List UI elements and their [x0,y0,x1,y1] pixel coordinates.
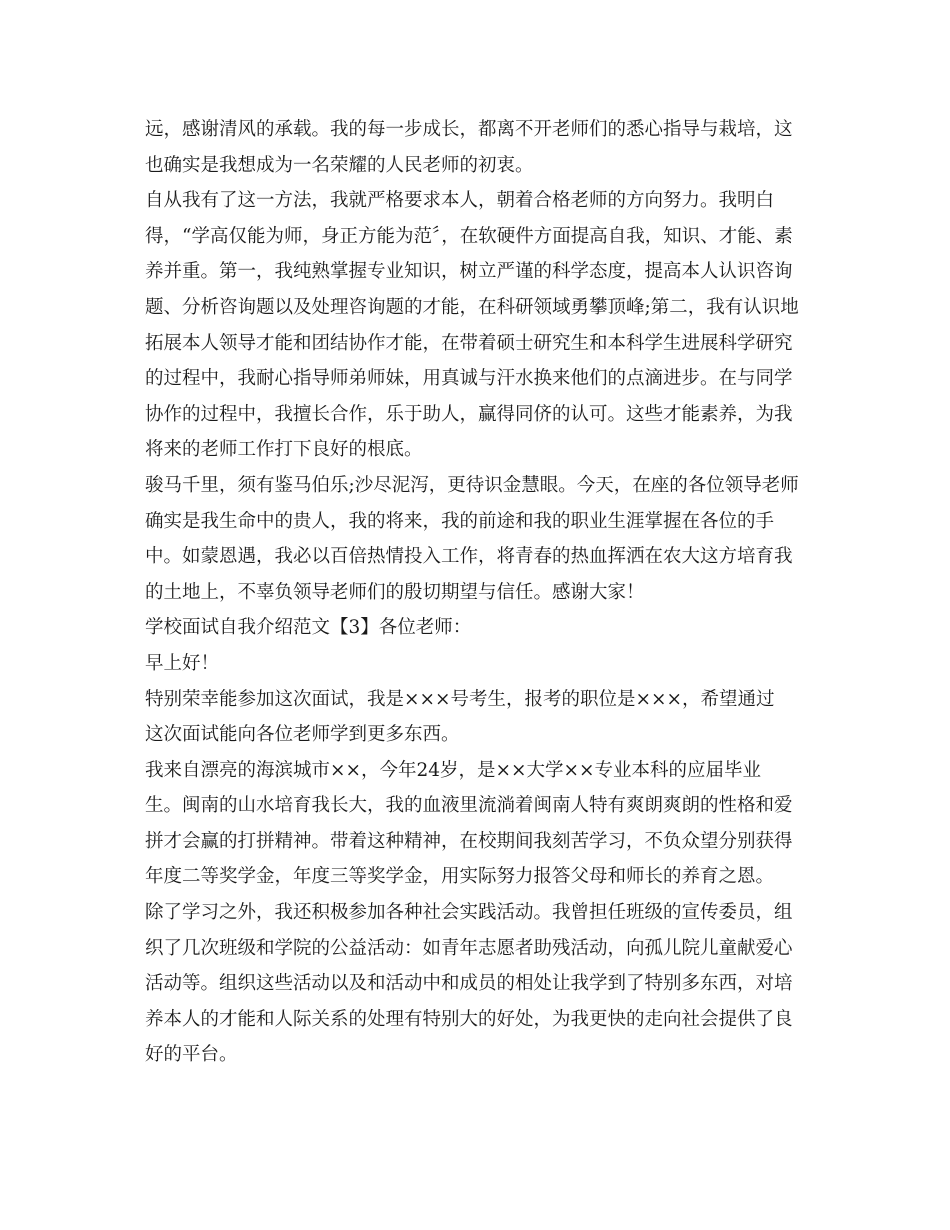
text-line: 的过程中，我耐心指导师弟师妹，用真诚与汗水换来他们的点滴进步。在与同学 [145,368,793,390]
section-heading: 学校面试自我介绍范文【3】各位老师： [145,617,472,639]
text-line: 年度二等奖学金，年度三等奖学金，用实际努力报答父母和师长的养育之恩。 [145,866,775,888]
document-body [145,112,813,1073]
text-line: 中。如蒙恩遇，我必以百倍热情投入工作，将青春的热血挥洒在农大这方培育我 [145,546,793,568]
text-line: 除了学习之外，我还积极参加各种社会实践活动。我曾担任班级的宣传委员，组 [145,902,793,924]
text-line: 生。闽南的山水培育我长大，我的血液里流淌着闽南人特有爽朗爽朗的性格和爱 [145,795,793,817]
text-line: 好的平台。 [145,1044,238,1066]
text-line: 得，“学高仅能为师，身正方能为范〞，在软硬件方面提高自我，知识、才能、素 [145,225,793,247]
text-line: 我来自漂亮的海滨城市××，今年24岁，是××大学××专业本科的应届毕业 [145,759,762,781]
text-line: 确实是我生命中的贵人，我的将来，我的前途和我的职业生涯掌握在各位的手 [145,510,775,532]
text-line: 协作的过程中，我擅长合作，乐于助人，赢得同侪的认可。这些才能素养，为我 [145,403,793,425]
text-line: 也确实是我想成为一名荣耀的人民老师的初衷。 [145,154,534,176]
text-line: 这次面试能向各位老师学到更多东西。 [145,724,460,746]
text-line: 骏马千里，须有鉴马伯乐;沙尽泥泻，更待识金慧眼。今天，在座的各位领导老师 [145,474,799,496]
text-line: 活动等。组织这些活动以及和活动中和成员的相处让我学到了特别多东西，对培 [145,973,793,995]
text-line: 自从我有了这一方法，我就严格要求本人，朝着合格老师的方向努力。我明白 [145,190,775,212]
text-line: 早上好！ [145,652,220,674]
text-line: 将来的老师工作打下良好的根底。 [145,439,423,461]
text-line: 织了几次班级和学院的公益活动：如青年志愿者助残活动，向孤儿院儿童献爱心 [145,937,793,959]
text-line: 养本人的才能和人际关系的处理有特别大的好处，为我更快的走向社会提供了良 [145,1008,793,1030]
text-line: 拼才会赢的打拼精神。带着这种精神，在校期间我刻苦学习，不负众望分别获得 [145,830,793,852]
text-line: 题、分析咨询题以及处理咨询题的才能，在科研领域勇攀顶峰;第二，我有认识地 [145,296,799,318]
text-line: 远，感谢清风的承载。我的每一步成长，都离不开老师们的悉心指导与栽培，这 [145,119,793,140]
text-line: 特别荣幸能参加这次面试，我是×××号考生，报考的职位是×××，希望通过 [145,688,775,710]
text-line: 的土地上，不辜负领导老师们的殷切期望与信任。感谢大家！ [145,581,645,603]
text-line: 养并重。第一，我纯熟掌握专业知识，树立严谨的科学态度，提高本人认识咨询 [145,261,793,283]
text-line: 拓展本人领导才能和团结协作才能，在带着硕士研究生和本科学生进展科学研究 [145,332,793,354]
